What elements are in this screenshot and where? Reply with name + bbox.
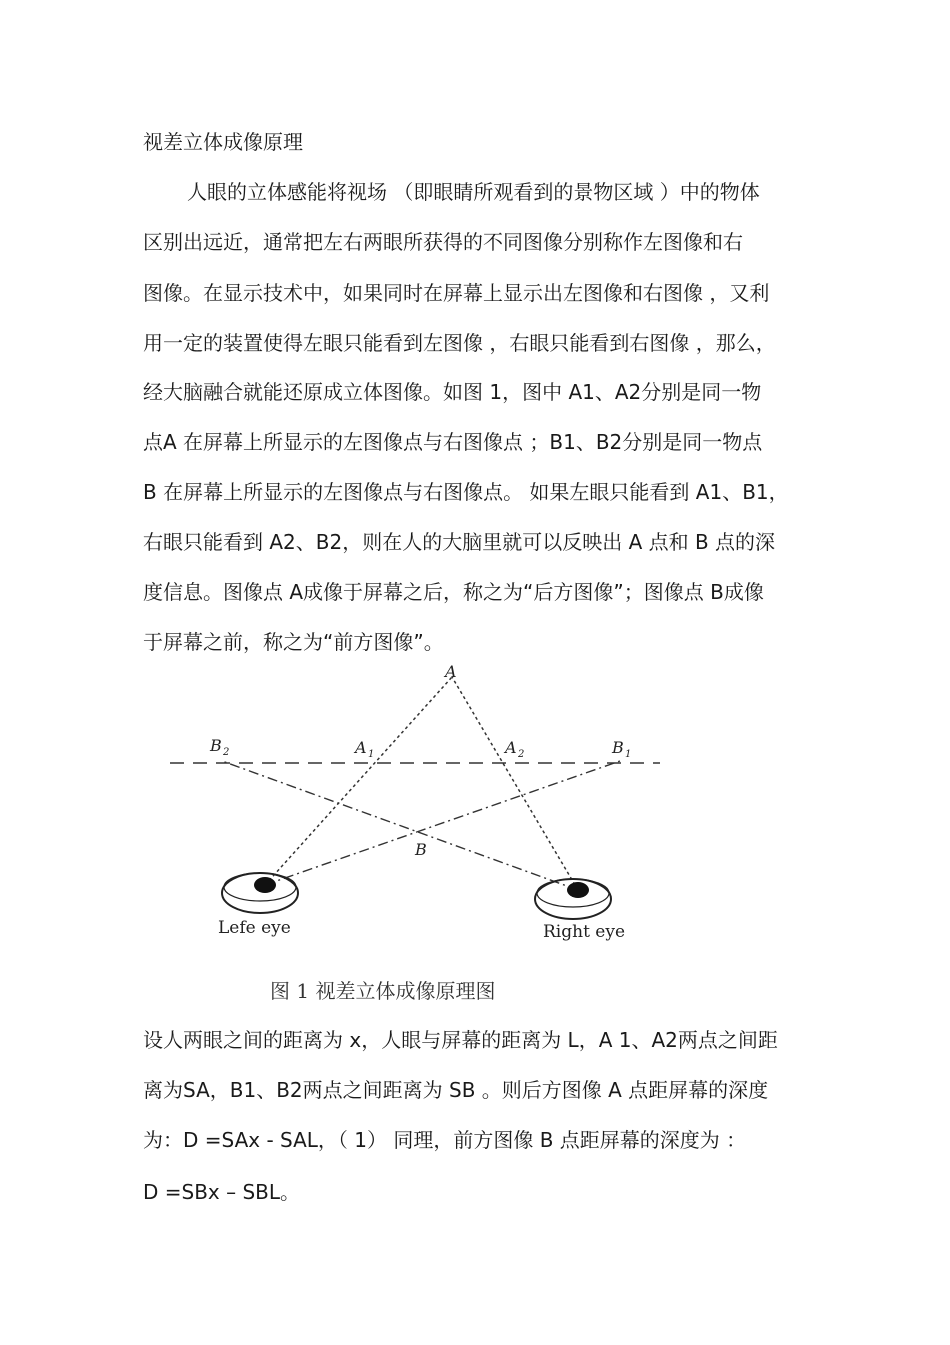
paragraph-line: 度信息。图像点 A成像于屏幕之后，称之为“后方图像”；图像点 B成像 (143, 580, 764, 604)
right-eye-to-A (452, 677, 578, 890)
figure-caption: 图 1 视差立体成像原理图 (270, 979, 496, 1003)
paragraph-line: 区别出远近，通常把左右两眼所获得的不同图像分别称作左图像和右 (143, 230, 743, 254)
paragraph-line: 为：D =SAx - SAL，（ 1） 同理，前方图像 B 点距屏幕的深度为 ： (143, 1128, 747, 1152)
left-eye-to-B1 (265, 761, 620, 885)
label-B2-sub: 2 (223, 747, 230, 758)
label-A1: A (355, 738, 367, 757)
label-B2: B (210, 736, 222, 755)
label-B1-sub: 1 (625, 749, 632, 760)
paragraph-line: 设人两眼之间的距离为 x，人眼与屏幕的距离为 L，A 1、A2两点之间距 (143, 1028, 778, 1052)
paragraph-line: 离为SA，B1、B2两点之间距离为 SB 。则后方图像 A 点距屏幕的深度 (143, 1078, 769, 1102)
paragraph-line: 右眼只能看到 A2、B2，则在人的大脑里就可以反映出 A 点和 B 点的深 (143, 530, 776, 554)
paragraph-line: 于屏幕之前，称之为“前方图像”。 (143, 630, 444, 654)
label-A2: A (505, 738, 517, 757)
paragraph-line: B 在屏幕上所显示的左图像点与右图像点。 如果左眼只能看到 A1、B1， (143, 480, 789, 504)
label-A1-sub: 1 (368, 749, 375, 760)
label-A: A (445, 665, 457, 681)
label-B1: B (612, 738, 624, 757)
paragraph-line: 图像。在显示技术中，如果同时在屏幕上显示出左图像和右图像 ，又利 (143, 281, 770, 305)
left-eye-icon (222, 873, 298, 913)
parallax-diagram (160, 665, 680, 1005)
right-eye-icon (535, 879, 611, 919)
paragraph-line: 点A 在屏幕上所显示的左图像点与右图像点 ；B1、B2分别是同一物点 (143, 430, 763, 454)
paragraph-line: 经大脑融合就能还原成立体图像。如图 1，图中 A1、A2分别是同一物 (143, 380, 762, 404)
paragraph-line: 用一定的装置使得左眼只能看到左图像 ，右眼只能看到右图像 ，那么， (143, 331, 776, 355)
right-eye-to-B2 (222, 761, 578, 890)
paragraph-line: 人眼的立体感能将视场 （即眼睛所观看到的景物区域 ）中的物体 (187, 180, 760, 204)
right-eye-label: Right eye (543, 922, 626, 942)
label-B: B (415, 840, 427, 859)
document-title: 视差立体成像原理 (143, 130, 303, 154)
label-A2-sub: 2 (518, 749, 525, 760)
left-eye-label: Lefe eye (218, 918, 291, 938)
paragraph-line: D =SBx – SBL。 (143, 1180, 301, 1204)
